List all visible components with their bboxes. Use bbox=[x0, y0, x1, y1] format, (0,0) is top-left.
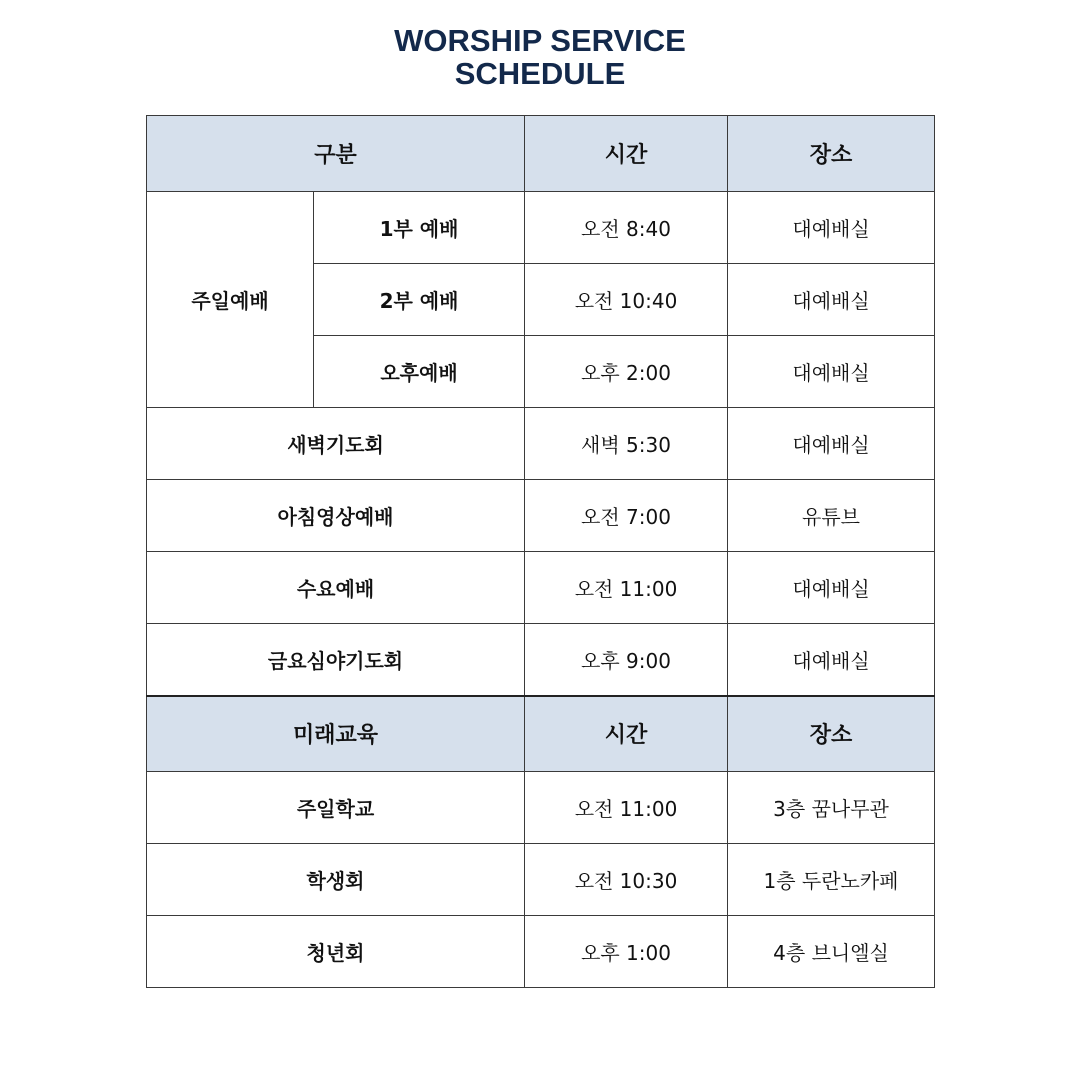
page-title-line-1: WORSHIP SERVICE bbox=[394, 23, 686, 58]
program-name: 청년회 bbox=[147, 916, 525, 988]
service-place: 대예배실 bbox=[728, 552, 935, 624]
header-category: 미래교육 bbox=[147, 696, 525, 772]
program-time: 오후 1:00 bbox=[525, 916, 728, 988]
service-place: 유튜브 bbox=[728, 480, 935, 552]
service-place: 대예배실 bbox=[728, 624, 935, 696]
table-row bbox=[147, 480, 935, 552]
header-place: 장소 bbox=[728, 696, 935, 772]
page-title bbox=[0, 24, 1080, 90]
service-time: 오후 9:00 bbox=[525, 624, 728, 696]
service-place: 대예배실 bbox=[728, 264, 935, 336]
header-category: 구분 bbox=[147, 116, 525, 192]
service-time: 오전 11:00 bbox=[525, 552, 728, 624]
program-name: 학생회 bbox=[147, 844, 525, 916]
program-name: 주일학교 bbox=[147, 772, 525, 844]
sunday-group-label: 주일예배 bbox=[147, 192, 314, 408]
program-place: 4층 브니엘실 bbox=[728, 916, 935, 988]
service-time: 오전 8:40 bbox=[525, 192, 728, 264]
header-place: 장소 bbox=[728, 116, 935, 192]
service-time: 오후 2:00 bbox=[525, 336, 728, 408]
service-name: 오후예배 bbox=[314, 336, 525, 408]
program-place: 3층 꿈나무관 bbox=[728, 772, 935, 844]
service-place: 대예배실 bbox=[728, 408, 935, 480]
service-name: 새벽기도회 bbox=[147, 408, 525, 480]
table-row bbox=[147, 772, 935, 844]
service-name: 2부 예배 bbox=[314, 264, 525, 336]
program-time: 오전 11:00 bbox=[525, 772, 728, 844]
table-row bbox=[147, 192, 935, 264]
service-time: 오전 7:00 bbox=[525, 480, 728, 552]
program-place: 1층 두란노카페 bbox=[728, 844, 935, 916]
service-time: 오전 10:40 bbox=[525, 264, 728, 336]
table-row bbox=[147, 916, 935, 988]
service-name: 금요심야기도회 bbox=[147, 624, 525, 696]
service-time: 새벽 5:30 bbox=[525, 408, 728, 480]
header-time: 시간 bbox=[525, 116, 728, 192]
service-name: 1부 예배 bbox=[314, 192, 525, 264]
table-row bbox=[147, 552, 935, 624]
service-name: 수요예배 bbox=[147, 552, 525, 624]
service-name: 아침영상예배 bbox=[147, 480, 525, 552]
table-row bbox=[147, 624, 935, 696]
education-header-row bbox=[147, 696, 935, 772]
table-row bbox=[147, 408, 935, 480]
page-title-line-2: SCHEDULE bbox=[454, 56, 626, 91]
program-time: 오전 10:30 bbox=[525, 844, 728, 916]
service-place: 대예배실 bbox=[728, 192, 935, 264]
service-place: 대예배실 bbox=[728, 336, 935, 408]
table-row bbox=[147, 844, 935, 916]
worship-header-row bbox=[147, 116, 935, 192]
header-time: 시간 bbox=[525, 696, 728, 772]
schedule-table bbox=[146, 115, 935, 988]
